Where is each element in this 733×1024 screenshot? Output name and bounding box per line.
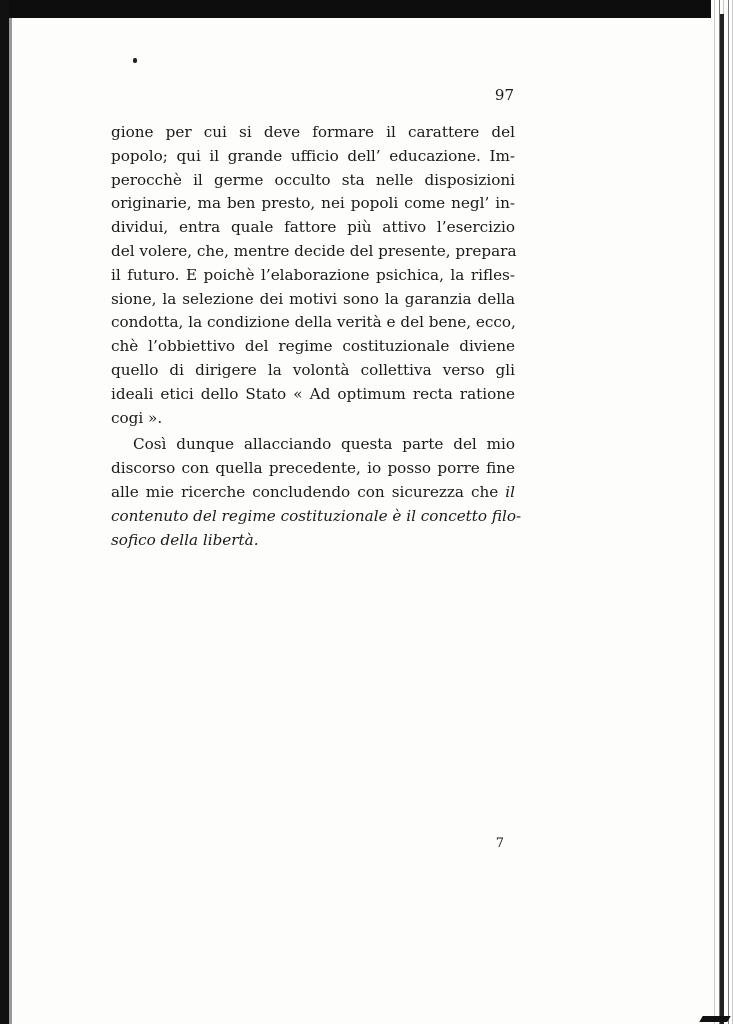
text-line: popolo; qui il grande ufficio dell’ educazione. Im-: [111, 146, 515, 165]
scan-right-border: [720, 14, 724, 1024]
page-number: 97: [494, 86, 514, 104]
text-line: il futuro. E poichè l’elaborazione psichica, la rifles-: [111, 265, 515, 284]
text-line: chè l’obbiettivo del regime costituzionale diviene: [111, 337, 515, 356]
text-line: ideali etici dello Stato « Ad optimum recta ratione: [111, 384, 515, 403]
paragraph-2: [111, 433, 522, 552]
text-line: quello di dirigere la volontà collettiva verso gli: [111, 360, 515, 379]
text-line: [111, 481, 515, 505]
text-line: originarie, ma ben presto, nei popoli come negl’ in-: [111, 194, 515, 213]
text-roman: alle mie ricerche concludendo con sicurezza che: [111, 482, 506, 501]
ink-speck: [133, 58, 137, 63]
paragraph-1: [111, 121, 515, 430]
text-line: dividui, entra quale fattore più attivo l’esercizio: [111, 218, 515, 237]
text-line: sione, la selezione dei motivi sono la garanzia della: [111, 289, 515, 308]
text-line: Così dunque allacciando questa parte del mio: [133, 435, 515, 454]
body-text: [111, 121, 522, 552]
text-line-italic: contenuto del regime costituzionale è il concetto filo-: [111, 506, 522, 525]
text-line: discorso con quella precedente, io posso porre fine: [111, 459, 515, 478]
text-line-italic: sofico della libertà.: [111, 530, 259, 549]
scan-left-border: [0, 0, 9, 1024]
text-line: perocchè il germe occulto sta nelle disposizioni: [111, 170, 515, 189]
scan-left-shadow: [9, 18, 12, 1024]
text-line: del volere, che, mentre decide del presente, prepara: [111, 241, 517, 260]
text-italic: il: [505, 482, 515, 501]
scan-top-border: [0, 0, 733, 18]
text-line: condotta, la condizione della verità e del bene, ecco,: [111, 313, 516, 332]
text-line: gione per cui si deve formare il carattere del: [111, 123, 515, 141]
scan-corner-mark: [699, 1016, 730, 1022]
printer-signature-mark: 7: [495, 836, 504, 851]
text-line: cogi ».: [111, 408, 163, 427]
